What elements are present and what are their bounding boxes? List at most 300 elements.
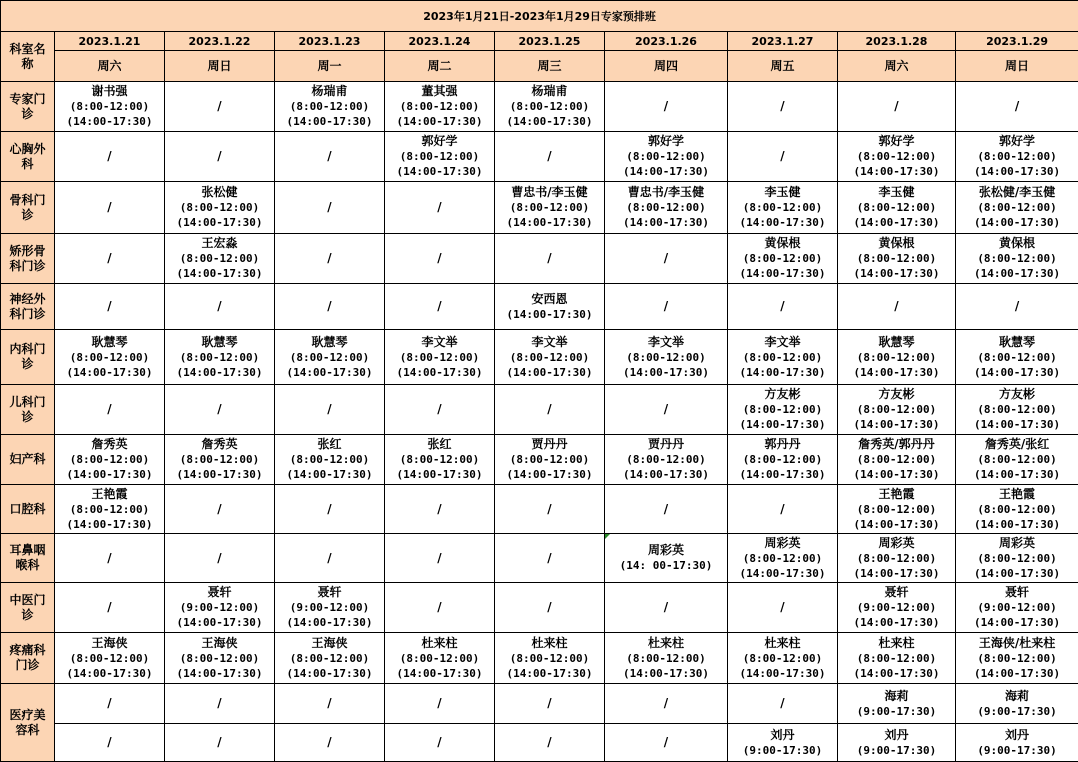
time-slot: (9:00-17:30) xyxy=(838,743,955,758)
department-name: 耳鼻咽喉科 xyxy=(1,534,55,583)
schedule-cell xyxy=(385,435,495,485)
doctor-name: 贾丹丹 xyxy=(605,437,727,452)
schedule-cell xyxy=(605,534,728,583)
doctor-name: 聂轩 xyxy=(165,585,274,600)
no-schedule-mark: / xyxy=(838,299,955,314)
schedule-cell xyxy=(385,330,495,385)
department-name: 儿科门诊 xyxy=(1,385,55,435)
time-slot: (8:00-12:00) xyxy=(956,502,1078,517)
no-schedule-mark: / xyxy=(55,735,164,750)
schedule-row xyxy=(1,330,1078,385)
time-slot: (8:00-12:00) xyxy=(838,651,955,666)
no-schedule-mark: / xyxy=(728,600,837,615)
schedule-cell xyxy=(838,633,956,684)
no-schedule-mark: / xyxy=(385,551,494,566)
schedule-row xyxy=(1,684,1078,724)
no-schedule-mark: / xyxy=(385,735,494,750)
doctor-name: 方友彬 xyxy=(956,387,1078,402)
doctor-name: 郭好学 xyxy=(838,134,955,149)
schedule-cell xyxy=(385,82,495,132)
schedule-cell xyxy=(728,132,838,182)
schedule-cell xyxy=(55,82,165,132)
time-slot: (14:00-17:30) xyxy=(495,666,604,681)
no-schedule-mark: / xyxy=(275,551,384,566)
no-schedule-mark: / xyxy=(605,600,727,615)
doctor-name: 王海侠/杜来柱 xyxy=(956,636,1078,651)
doctor-name: 王海侠 xyxy=(55,636,164,651)
doctor-name: 黄保根 xyxy=(956,236,1078,251)
no-schedule-mark: / xyxy=(55,299,164,314)
time-slot: (14:00-17:30) xyxy=(605,164,727,179)
schedule-cell xyxy=(165,385,275,435)
doctor-name: 杜来柱 xyxy=(385,636,494,651)
time-slot: (8:00-12:00) xyxy=(838,402,955,417)
no-schedule-mark: / xyxy=(55,696,164,711)
time-slot: (8:00-12:00) xyxy=(165,452,274,467)
schedule-cell xyxy=(728,234,838,284)
schedule-cell xyxy=(55,485,165,534)
time-slot: (14:00-17:30) xyxy=(838,365,955,380)
doctor-name: 聂轩 xyxy=(275,585,384,600)
schedule-cell xyxy=(838,330,956,385)
time-slot: (8:00-12:00) xyxy=(275,651,384,666)
weekday-header-cell: 周五 xyxy=(728,51,838,82)
time-slot: (14:00-17:30) xyxy=(728,666,837,681)
schedule-cell xyxy=(728,684,838,724)
time-slot: (8:00-12:00) xyxy=(605,200,727,215)
doctor-name: 郭好学 xyxy=(385,134,494,149)
weekday-header-cell: 周日 xyxy=(165,51,275,82)
schedule-cell xyxy=(495,485,605,534)
time-slot: (14:00-17:30) xyxy=(956,666,1078,681)
schedule-cell xyxy=(605,633,728,684)
schedule-cell xyxy=(275,330,385,385)
doctor-name: 李文举 xyxy=(495,335,604,350)
schedule-cell xyxy=(385,182,495,234)
department-name: 疼痛科门诊 xyxy=(1,633,55,684)
date-header-cell: 2023.1.22 xyxy=(165,32,275,51)
time-slot: (8:00-12:00) xyxy=(495,350,604,365)
schedule-cell xyxy=(495,724,605,762)
time-slot: (8:00-12:00) xyxy=(728,651,837,666)
schedule-cell xyxy=(956,534,1078,583)
schedule-cell xyxy=(55,284,165,330)
time-slot: (14:00-17:30) xyxy=(385,114,494,129)
time-slot: (14:00-17:30) xyxy=(55,666,164,681)
time-slot: (14:00-17:30) xyxy=(165,365,274,380)
no-schedule-mark: / xyxy=(838,99,955,114)
time-slot: (8:00-12:00) xyxy=(728,551,837,566)
date-header-cell: 2023.1.24 xyxy=(385,32,495,51)
weekday-header-row xyxy=(1,51,1078,82)
time-slot: (8:00-12:00) xyxy=(956,149,1078,164)
schedule-cell xyxy=(165,330,275,385)
time-slot: (14:00-17:30) xyxy=(728,467,837,482)
schedule-cell xyxy=(165,684,275,724)
no-schedule-mark: / xyxy=(728,696,837,711)
schedule-cell xyxy=(956,435,1078,485)
schedule-cell xyxy=(165,234,275,284)
schedule-cell xyxy=(275,684,385,724)
department-name: 中医门诊 xyxy=(1,583,55,633)
doctor-name: 詹秀英 xyxy=(55,437,164,452)
time-slot: (14:00-17:30) xyxy=(165,666,274,681)
time-slot: (14:00-17:30) xyxy=(275,467,384,482)
doctor-name: 郭好学 xyxy=(956,134,1078,149)
no-schedule-mark: / xyxy=(495,600,604,615)
schedule-cell xyxy=(605,132,728,182)
time-slot: (14:00-17:30) xyxy=(165,266,274,281)
schedule-cell xyxy=(55,132,165,182)
time-slot: (8:00-12:00) xyxy=(385,651,494,666)
time-slot: (8:00-12:00) xyxy=(956,651,1078,666)
doctor-name: 贾丹丹 xyxy=(495,437,604,452)
schedule-cell xyxy=(605,82,728,132)
time-slot: (14:00-17:30) xyxy=(728,566,837,581)
schedule-row xyxy=(1,132,1078,182)
time-slot: (8:00-12:00) xyxy=(838,251,955,266)
schedule-cell xyxy=(838,385,956,435)
time-slot: (8:00-12:00) xyxy=(55,452,164,467)
schedule-cell xyxy=(728,435,838,485)
doctor-name: 谢书强 xyxy=(55,84,164,99)
schedule-body xyxy=(1,82,1078,762)
time-slot: (14:00-17:30) xyxy=(385,467,494,482)
schedule-cell xyxy=(956,330,1078,385)
doctor-name: 张松健/李玉健 xyxy=(956,185,1078,200)
doctor-name: 聂轩 xyxy=(838,585,955,600)
no-schedule-mark: / xyxy=(605,696,727,711)
doctor-name: 耿慧琴 xyxy=(165,335,274,350)
department-name: 医疗美容科 xyxy=(1,684,55,762)
schedule-cell xyxy=(385,684,495,724)
time-slot: (8:00-12:00) xyxy=(838,452,955,467)
schedule-cell xyxy=(605,385,728,435)
time-slot: (8:00-12:00) xyxy=(165,200,274,215)
date-header-cell: 2023.1.28 xyxy=(838,32,956,51)
schedule-cell xyxy=(55,435,165,485)
schedule-cell xyxy=(165,534,275,583)
time-slot: (8:00-12:00) xyxy=(495,99,604,114)
schedule-row xyxy=(1,724,1078,762)
no-schedule-mark: / xyxy=(55,251,164,266)
time-slot: (8:00-12:00) xyxy=(728,251,837,266)
time-slot: (8:00-12:00) xyxy=(495,200,604,215)
schedule-cell xyxy=(956,234,1078,284)
doctor-name: 方友彬 xyxy=(728,387,837,402)
schedule-cell xyxy=(385,583,495,633)
schedule-cell xyxy=(728,284,838,330)
doctor-name: 王艳霞 xyxy=(956,487,1078,502)
time-slot: (8:00-12:00) xyxy=(728,350,837,365)
time-slot: (14:00-17:30) xyxy=(495,307,604,322)
time-slot: (14:00-17:30) xyxy=(838,566,955,581)
doctor-name: 杜来柱 xyxy=(605,636,727,651)
schedule-cell xyxy=(605,724,728,762)
doctor-name: 耿慧琴 xyxy=(55,335,164,350)
schedule-cell xyxy=(838,435,956,485)
time-slot: (14:00-17:30) xyxy=(165,215,274,230)
time-slot: (8:00-12:00) xyxy=(55,350,164,365)
time-slot: (8:00-12:00) xyxy=(605,452,727,467)
time-slot: (9:00-12:00) xyxy=(165,600,274,615)
time-slot: (14:00-17:30) xyxy=(838,666,955,681)
time-slot: (8:00-12:00) xyxy=(728,200,837,215)
no-schedule-mark: / xyxy=(275,200,384,215)
schedule-cell xyxy=(838,534,956,583)
schedule-cell xyxy=(55,684,165,724)
no-schedule-mark: / xyxy=(956,99,1078,114)
schedule-cell xyxy=(165,182,275,234)
time-slot: (14:00-17:30) xyxy=(838,417,955,432)
no-schedule-mark: / xyxy=(495,251,604,266)
date-header-cell: 2023.1.21 xyxy=(55,32,165,51)
schedule-cell xyxy=(956,182,1078,234)
no-schedule-mark: / xyxy=(728,149,837,164)
doctor-name: 王海侠 xyxy=(165,636,274,651)
schedule-cell xyxy=(385,234,495,284)
schedule-cell xyxy=(495,583,605,633)
schedule-row xyxy=(1,485,1078,534)
no-schedule-mark: / xyxy=(728,299,837,314)
no-schedule-mark: / xyxy=(165,149,274,164)
no-schedule-mark: / xyxy=(495,735,604,750)
time-slot: (14:00-17:30) xyxy=(385,365,494,380)
doctor-name: 方友彬 xyxy=(838,387,955,402)
doctor-name: 周彩英 xyxy=(956,536,1078,551)
no-schedule-mark: / xyxy=(165,99,274,114)
doctor-name: 耿慧琴 xyxy=(275,335,384,350)
schedule-cell xyxy=(728,534,838,583)
no-schedule-mark: / xyxy=(605,502,727,517)
time-slot: (14:00-17:30) xyxy=(55,114,164,129)
department-name: 骨科门诊 xyxy=(1,182,55,234)
time-slot: (14:00-17:30) xyxy=(165,467,274,482)
schedule-cell xyxy=(728,182,838,234)
doctor-name: 王海侠 xyxy=(275,636,384,651)
doctor-name: 海莉 xyxy=(956,689,1078,704)
schedule-cell xyxy=(728,724,838,762)
time-slot: (14:00-17:30) xyxy=(956,467,1078,482)
doctor-name: 詹秀英/郭丹丹 xyxy=(838,437,955,452)
schedule-cell xyxy=(55,724,165,762)
time-slot: (14:00-17:30) xyxy=(838,517,955,532)
schedule-cell xyxy=(275,485,385,534)
schedule-cell xyxy=(605,684,728,724)
time-slot: (9:00-17:30) xyxy=(728,743,837,758)
department-name: 心胸外科 xyxy=(1,132,55,182)
date-header-cell: 2023.1.25 xyxy=(495,32,605,51)
schedule-title: 2023年1月21日-2023年1月29日专家预排班 xyxy=(1,1,1078,32)
time-slot: (14:00-17:30) xyxy=(956,566,1078,581)
time-slot: (14:00-17:30) xyxy=(838,467,955,482)
no-schedule-mark: / xyxy=(728,502,837,517)
schedule-cell xyxy=(275,435,385,485)
time-slot: (8:00-12:00) xyxy=(956,452,1078,467)
time-slot: (14:00-17:30) xyxy=(275,365,384,380)
time-slot: (9:00-17:30) xyxy=(956,704,1078,719)
doctor-name: 周彩英 xyxy=(728,536,837,551)
no-schedule-mark: / xyxy=(605,735,727,750)
schedule-cell xyxy=(165,633,275,684)
doctor-name: 杨瑞甫 xyxy=(495,84,604,99)
weekday-header-cell: 周六 xyxy=(55,51,165,82)
doctor-name: 周彩英 xyxy=(605,543,727,558)
schedule-cell xyxy=(275,534,385,583)
schedule-cell xyxy=(495,435,605,485)
schedule-row xyxy=(1,534,1078,583)
date-header-cell: 2023.1.27 xyxy=(728,32,838,51)
schedule-cell xyxy=(956,583,1078,633)
schedule-cell xyxy=(495,385,605,435)
no-schedule-mark: / xyxy=(165,502,274,517)
schedule-cell xyxy=(495,132,605,182)
schedule-cell xyxy=(55,330,165,385)
no-schedule-mark: / xyxy=(275,149,384,164)
schedule-cell xyxy=(956,82,1078,132)
time-slot: (8:00-12:00) xyxy=(838,200,955,215)
schedule-cell xyxy=(956,385,1078,435)
department-name: 专家门诊 xyxy=(1,82,55,132)
no-schedule-mark: / xyxy=(275,251,384,266)
no-schedule-mark: / xyxy=(55,200,164,215)
doctor-name: 郭好学 xyxy=(605,134,727,149)
schedule-cell xyxy=(838,284,956,330)
schedule-cell xyxy=(275,132,385,182)
date-header-cell: 2023.1.26 xyxy=(605,32,728,51)
time-slot: (14:00-17:30) xyxy=(838,615,955,630)
time-slot: (14:00-17:30) xyxy=(385,666,494,681)
no-schedule-mark: / xyxy=(55,600,164,615)
time-slot: (9:00-12:00) xyxy=(838,600,955,615)
time-slot: (8:00-12:00) xyxy=(838,149,955,164)
schedule-cell xyxy=(55,583,165,633)
doctor-name: 周彩英 xyxy=(838,536,955,551)
schedule-cell xyxy=(55,534,165,583)
time-slot: (9:00-12:00) xyxy=(956,600,1078,615)
schedule-cell xyxy=(385,633,495,684)
time-slot: (14:00-17:30) xyxy=(385,164,494,179)
schedule-cell xyxy=(956,485,1078,534)
schedule-cell xyxy=(956,284,1078,330)
doctor-name: 李玉健 xyxy=(728,185,837,200)
time-slot: (8:00-12:00) xyxy=(605,651,727,666)
schedule-cell xyxy=(275,284,385,330)
time-slot: (8:00-12:00) xyxy=(165,251,274,266)
schedule-row xyxy=(1,633,1078,684)
schedule-cell xyxy=(55,633,165,684)
doctor-name: 黄保根 xyxy=(728,236,837,251)
schedule-cell xyxy=(728,485,838,534)
time-slot: (14:00-17:30) xyxy=(55,365,164,380)
schedule-row xyxy=(1,435,1078,485)
schedule-row xyxy=(1,583,1078,633)
no-schedule-mark: / xyxy=(55,402,164,417)
weekday-header-cell: 周二 xyxy=(385,51,495,82)
weekday-header-cell: 周三 xyxy=(495,51,605,82)
time-slot: (8:00-12:00) xyxy=(165,350,274,365)
schedule-cell xyxy=(495,330,605,385)
doctor-name: 刘丹 xyxy=(728,728,837,743)
doctor-name: 曹忠书/李玉健 xyxy=(605,185,727,200)
schedule-cell xyxy=(55,234,165,284)
doctor-name: 詹秀英 xyxy=(165,437,274,452)
no-schedule-mark: / xyxy=(605,299,727,314)
doctor-name: 杜来柱 xyxy=(838,636,955,651)
time-slot: (14:00-17:30) xyxy=(956,164,1078,179)
time-slot: (8:00-12:00) xyxy=(165,651,274,666)
time-slot: (14:00-17:30) xyxy=(605,666,727,681)
schedule-cell xyxy=(495,633,605,684)
time-slot: (8:00-12:00) xyxy=(385,149,494,164)
doctor-name: 王艳霞 xyxy=(838,487,955,502)
no-schedule-mark: / xyxy=(165,299,274,314)
doctor-name: 郭丹丹 xyxy=(728,437,837,452)
no-schedule-mark: / xyxy=(165,735,274,750)
time-slot: (8:00-12:00) xyxy=(838,502,955,517)
time-slot: (14:00-17:30) xyxy=(728,266,837,281)
schedule-cell xyxy=(385,724,495,762)
no-schedule-mark: / xyxy=(165,402,274,417)
time-slot: (8:00-12:00) xyxy=(55,99,164,114)
schedule-cell xyxy=(838,485,956,534)
time-slot: (14:00-17:30) xyxy=(956,266,1078,281)
time-slot: (14:00-17:30) xyxy=(838,164,955,179)
no-schedule-mark: / xyxy=(275,696,384,711)
no-schedule-mark: / xyxy=(275,299,384,314)
doctor-name: 王宏淼 xyxy=(165,236,274,251)
doctor-name: 耿慧琴 xyxy=(838,335,955,350)
no-schedule-mark: / xyxy=(495,551,604,566)
schedule-row xyxy=(1,182,1078,234)
weekday-header-cell: 周六 xyxy=(838,51,956,82)
schedule-cell xyxy=(275,385,385,435)
time-slot: (14:00-17:30) xyxy=(956,365,1078,380)
time-slot: (14:00-17:30) xyxy=(728,417,837,432)
doctor-name: 聂轩 xyxy=(956,585,1078,600)
time-slot: (14:00-17:30) xyxy=(495,467,604,482)
no-schedule-mark: / xyxy=(728,99,837,114)
date-header-cell: 2023.1.23 xyxy=(275,32,385,51)
no-schedule-mark: / xyxy=(55,551,164,566)
no-schedule-mark: / xyxy=(956,299,1078,314)
schedule-cell xyxy=(275,182,385,234)
schedule-row xyxy=(1,82,1078,132)
time-slot: (14:00-17:30) xyxy=(165,615,274,630)
time-slot: (8:00-12:00) xyxy=(495,452,604,467)
time-slot: (8:00-12:00) xyxy=(956,402,1078,417)
department-name: 矫形骨科门诊 xyxy=(1,234,55,284)
no-schedule-mark: / xyxy=(275,502,384,517)
time-slot: (14:00-17:30) xyxy=(55,467,164,482)
schedule-row xyxy=(1,284,1078,330)
no-schedule-mark: / xyxy=(385,299,494,314)
schedule-row xyxy=(1,234,1078,284)
doctor-name: 张红 xyxy=(275,437,384,452)
time-slot: (8:00-12:00) xyxy=(275,99,384,114)
doctor-name: 黄保根 xyxy=(838,236,955,251)
time-slot: (14:00-17:30) xyxy=(605,215,727,230)
date-header-cell: 2023.1.29 xyxy=(956,32,1078,51)
time-slot: (8:00-12:00) xyxy=(55,651,164,666)
schedule-cell xyxy=(605,234,728,284)
doctor-name: 杨瑞甫 xyxy=(275,84,384,99)
schedule-cell xyxy=(55,385,165,435)
time-slot: (14:00-17:30) xyxy=(728,215,837,230)
time-slot: (14:00-17:30) xyxy=(956,417,1078,432)
weekday-header-cell: 周四 xyxy=(605,51,728,82)
no-schedule-mark: / xyxy=(275,402,384,417)
